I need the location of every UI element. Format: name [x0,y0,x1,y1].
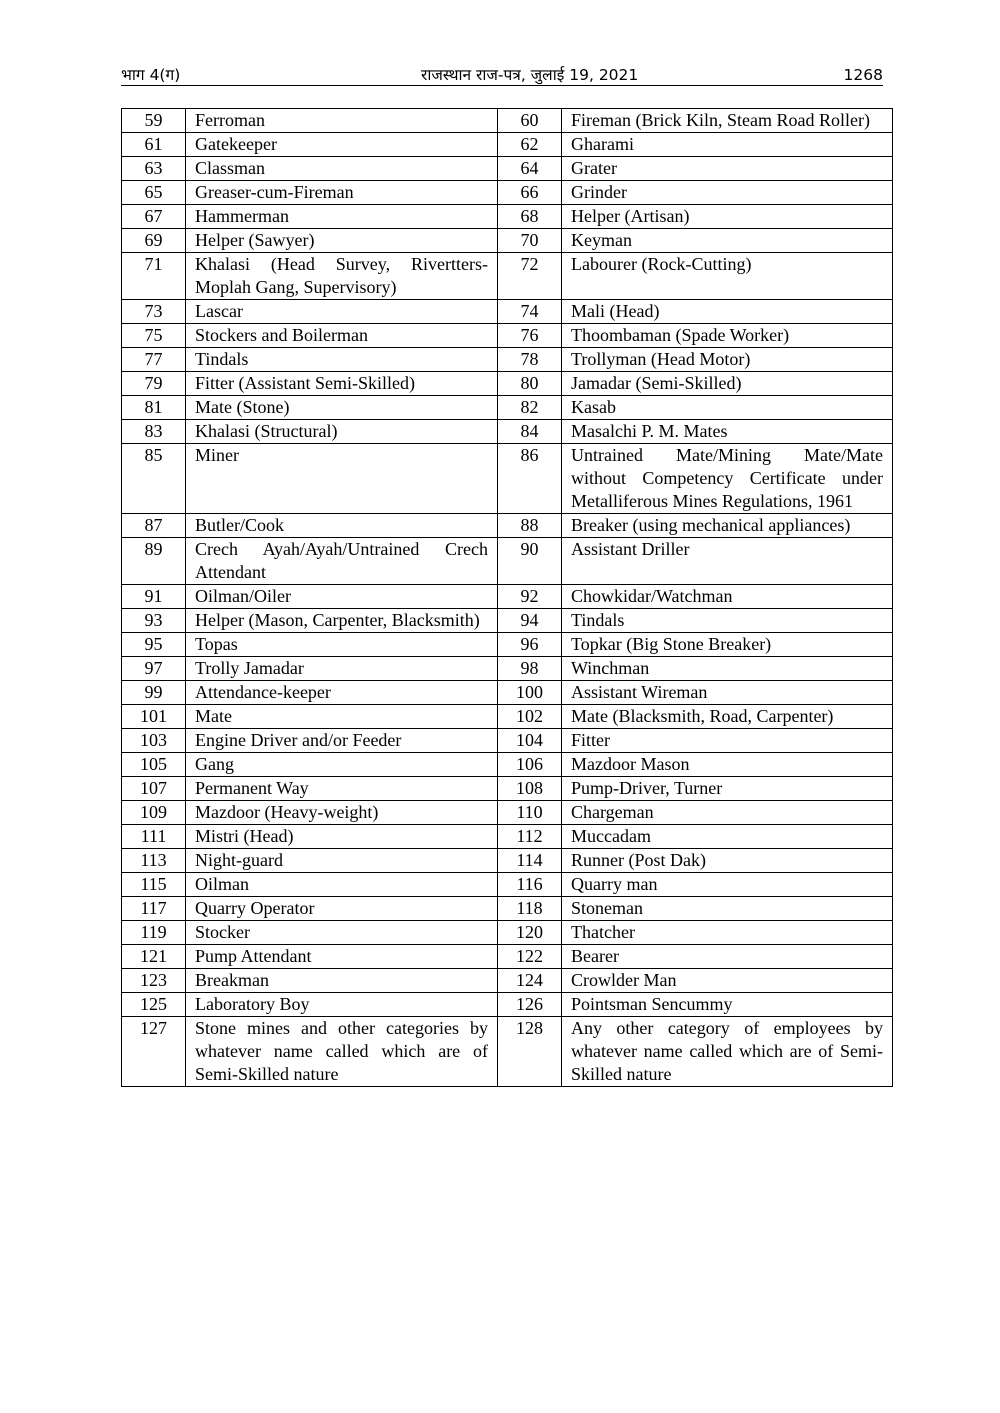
table-row [122,514,893,538]
table-row [122,609,893,633]
serial-number: 119 [122,921,186,945]
serial-number: 64 [498,157,562,181]
occupation-name: Stockers and Boilerman [186,324,498,348]
serial-number: 89 [122,538,186,585]
serial-number: 121 [122,945,186,969]
serial-number: 83 [122,420,186,444]
table-row [122,181,893,205]
table-row [122,133,893,157]
serial-number: 88 [498,514,562,538]
serial-number: 65 [122,181,186,205]
serial-number: 104 [498,729,562,753]
table-row [122,205,893,229]
serial-number: 68 [498,205,562,229]
occupation-name: Stoneman [562,897,893,921]
serial-number: 62 [498,133,562,157]
table-row [122,729,893,753]
occupation-name: Stocker [186,921,498,945]
serial-number: 85 [122,444,186,514]
serial-number: 75 [122,324,186,348]
occupation-name: Attendance-keeper [186,681,498,705]
serial-number: 94 [498,609,562,633]
occupation-name: Topas [186,633,498,657]
occupation-name: Masalchi P. M. Mates [562,420,893,444]
header-section: भाग 4(ग) [121,66,181,84]
table-row [122,921,893,945]
occupation-name: Mate [186,705,498,729]
serial-number: 95 [122,633,186,657]
occupation-name: Thatcher [562,921,893,945]
serial-number: 114 [498,849,562,873]
page-header [121,65,883,86]
serial-number: 122 [498,945,562,969]
serial-number: 107 [122,777,186,801]
occupation-name: Muccadam [562,825,893,849]
occupation-name: Lascar [186,300,498,324]
serial-number: 123 [122,969,186,993]
occupation-name: Mali (Head) [562,300,893,324]
occupation-name: Oilman [186,873,498,897]
table-row [122,1017,893,1087]
serial-number: 69 [122,229,186,253]
serial-number: 113 [122,849,186,873]
table-row [122,705,893,729]
occupation-name: Jamadar (Semi-Skilled) [562,372,893,396]
serial-number: 78 [498,348,562,372]
occupation-name: Fitter (Assistant Semi-Skilled) [186,372,498,396]
serial-number: 60 [498,109,562,133]
serial-number: 112 [498,825,562,849]
occupation-name: Chargeman [562,801,893,825]
table-row [122,753,893,777]
occupation-table [121,108,893,1087]
serial-number: 101 [122,705,186,729]
occupation-name: Oilman/Oiler [186,585,498,609]
occupation-name: Greaser-cum-Fireman [186,181,498,205]
serial-number: 73 [122,300,186,324]
table-row [122,538,893,585]
serial-number: 100 [498,681,562,705]
occupation-name: Mazdoor Mason [562,753,893,777]
table-row [122,396,893,420]
occupation-name: Bearer [562,945,893,969]
serial-number: 90 [498,538,562,585]
occupation-name: Mistri (Head) [186,825,498,849]
table-row [122,348,893,372]
table-row [122,585,893,609]
occupation-name: Mate (Stone) [186,396,498,420]
serial-number: 91 [122,585,186,609]
occupation-name: Assistant Driller [562,538,893,585]
serial-number: 111 [122,825,186,849]
serial-number: 96 [498,633,562,657]
occupation-name: Hammerman [186,205,498,229]
serial-number: 84 [498,420,562,444]
table-row [122,229,893,253]
serial-number: 80 [498,372,562,396]
occupation-name: Any other category of employees by whatever name called which are of Semi-Skilled nature [562,1017,893,1087]
table-row [122,825,893,849]
occupation-name: Grinder [562,181,893,205]
occupation-name: Mate (Blacksmith, Road, Carpenter) [562,705,893,729]
occupation-name: Khalasi (Head Survey, Rivertters-Moplah Gang, Supervisory) [186,253,498,300]
occupation-name: Miner [186,444,498,514]
occupation-name: Topkar (Big Stone Breaker) [562,633,893,657]
occupation-name: Untrained Mate/Mining Mate/Mate without Competency Certificate under Metalliferous Mines Regulations, 1961 [562,444,893,514]
occupation-name: Permanent Way [186,777,498,801]
serial-number: 77 [122,348,186,372]
table-row [122,444,893,514]
serial-number: 125 [122,993,186,1017]
serial-number: 116 [498,873,562,897]
table-row [122,993,893,1017]
occupation-name: Helper (Mason, Carpenter, Blacksmith) [186,609,498,633]
serial-number: 74 [498,300,562,324]
serial-number: 61 [122,133,186,157]
table-row [122,157,893,181]
occupation-name: Gang [186,753,498,777]
occupation-name: Tindals [562,609,893,633]
table-row [122,109,893,133]
occupation-name: Assistant Wireman [562,681,893,705]
serial-number: 59 [122,109,186,133]
serial-number: 124 [498,969,562,993]
serial-number: 63 [122,157,186,181]
table-row [122,897,893,921]
serial-number: 110 [498,801,562,825]
table-row [122,633,893,657]
serial-number: 79 [122,372,186,396]
serial-number: 115 [122,873,186,897]
serial-number: 70 [498,229,562,253]
occupation-name: Runner (Post Dak) [562,849,893,873]
occupation-name: Pump Attendant [186,945,498,969]
serial-number: 82 [498,396,562,420]
occupation-name: Ferroman [186,109,498,133]
serial-number: 71 [122,253,186,300]
table-row [122,300,893,324]
serial-number: 105 [122,753,186,777]
table-row [122,969,893,993]
occupation-name: Kasab [562,396,893,420]
occupation-name: Classman [186,157,498,181]
serial-number: 87 [122,514,186,538]
serial-number: 81 [122,396,186,420]
table-row [122,681,893,705]
occupation-name: Pump-Driver, Turner [562,777,893,801]
header-gazette-title: राजस्थान राज-पत्र, जुलाई 19, 2021 [421,66,639,84]
occupation-name: Quarry man [562,873,893,897]
header-page-number: 1268 [843,66,883,84]
table-row [122,801,893,825]
serial-number: 86 [498,444,562,514]
occupation-name: Labourer (Rock-Cutting) [562,253,893,300]
serial-number: 97 [122,657,186,681]
occupation-name: Crowlder Man [562,969,893,993]
occupation-name: Fitter [562,729,893,753]
serial-number: 98 [498,657,562,681]
occupation-name: Quarry Operator [186,897,498,921]
serial-number: 102 [498,705,562,729]
occupation-name: Mazdoor (Heavy-weight) [186,801,498,825]
occupation-name: Gharami [562,133,893,157]
serial-number: 108 [498,777,562,801]
serial-number: 109 [122,801,186,825]
occupation-name: Grater [562,157,893,181]
occupation-name: Engine Driver and/or Feeder [186,729,498,753]
occupation-name: Night-guard [186,849,498,873]
serial-number: 128 [498,1017,562,1087]
occupation-name: Tindals [186,348,498,372]
table-row [122,657,893,681]
serial-number: 126 [498,993,562,1017]
occupation-name: Trollyman (Head Motor) [562,348,893,372]
occupation-name: Breakman [186,969,498,993]
occupation-name: Trolly Jamadar [186,657,498,681]
serial-number: 106 [498,753,562,777]
occupation-name: Crech Ayah/Ayah/Untrained Crech Attendant [186,538,498,585]
occupation-name: Pointsman Sencummy [562,993,893,1017]
serial-number: 66 [498,181,562,205]
table-row [122,372,893,396]
serial-number: 118 [498,897,562,921]
occupation-name: Helper (Artisan) [562,205,893,229]
occupation-name: Butler/Cook [186,514,498,538]
occupation-name: Laboratory Boy [186,993,498,1017]
serial-number: 99 [122,681,186,705]
table-row [122,777,893,801]
serial-number: 92 [498,585,562,609]
occupation-name: Fireman (Brick Kiln, Steam Road Roller) [562,109,893,133]
occupation-name: Gatekeeper [186,133,498,157]
occupation-name: Chowkidar/Watchman [562,585,893,609]
table-row [122,420,893,444]
occupation-name: Keyman [562,229,893,253]
table-row [122,945,893,969]
serial-number: 103 [122,729,186,753]
serial-number: 93 [122,609,186,633]
occupation-name: Stone mines and other categories by whatever name called which are of Semi-Skilled nature [186,1017,498,1087]
table-row [122,849,893,873]
occupation-name: Khalasi (Structural) [186,420,498,444]
occupation-name: Helper (Sawyer) [186,229,498,253]
serial-number: 127 [122,1017,186,1087]
occupation-name: Breaker (using mechanical appliances) [562,514,893,538]
serial-number: 117 [122,897,186,921]
serial-number: 67 [122,205,186,229]
table-row [122,873,893,897]
serial-number: 72 [498,253,562,300]
table-row [122,253,893,300]
serial-number: 120 [498,921,562,945]
table-row [122,324,893,348]
serial-number: 76 [498,324,562,348]
occupation-name: Thoombaman (Spade Worker) [562,324,893,348]
occupation-name: Winchman [562,657,893,681]
